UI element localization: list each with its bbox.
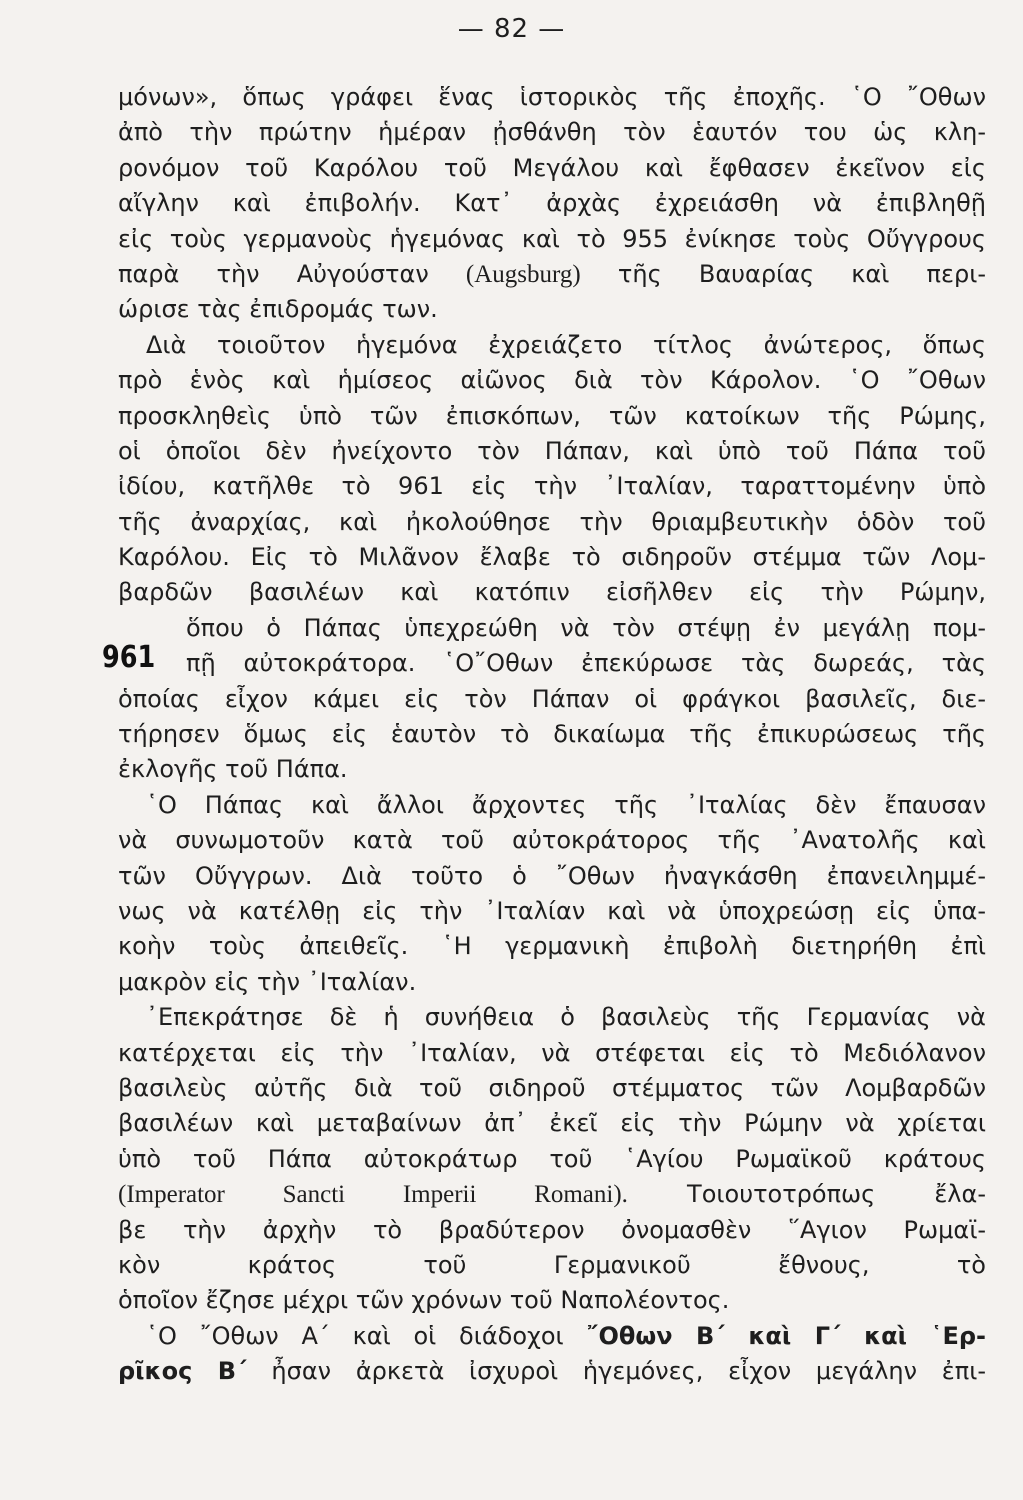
text-segment: ρονόμον τοῦ Καρόλου τοῦ Μεγάλου καὶ ἔφθασεν ἐκεῖνον εἰς bbox=[118, 153, 986, 182]
text-line bbox=[118, 115, 986, 150]
text-segment: προσκληθεὶς ὑπὸ τῶν ἐπισκόπων, τῶν κατοίκων τῆς Ρώμης, bbox=[118, 401, 986, 430]
text-segment: νως νὰ κατέλθῃ εἰς τὴν ᾽Ιταλίαν καὶ νὰ ὑποχρεώσῃ εἰς ὑπα- bbox=[118, 896, 986, 925]
text-line bbox=[118, 363, 986, 398]
text-segment: ὅπου ὁ Πάπας ὑπεχρεώθη νὰ τὸν στέψῃ ἐν μεγάλῃ πομ- bbox=[186, 613, 986, 642]
text-line bbox=[118, 540, 986, 575]
text-line bbox=[118, 646, 986, 681]
text-line bbox=[118, 929, 986, 964]
text-segment: μόνων», ὅπως γράφει ἕνας ἱστορικὸς τῆς ἐποχῆς. ῾Ο ῎Οθων bbox=[118, 83, 986, 111]
text-segment: ῾Ο ῎Οθων Α΄ καὶ οἱ διάδοχοι bbox=[146, 1321, 587, 1350]
text-segment: (Augsburg) bbox=[465, 260, 581, 288]
text-line bbox=[118, 1036, 986, 1071]
text-segment: (Imperator Sancti Imperii Romani). bbox=[118, 1181, 628, 1209]
text-segment: πῇ αὐτοκράτορα. ῾Ο῎Οθων ἐπεκύρωσε τὰς δωρεάς, τὰς bbox=[186, 649, 986, 678]
text-line bbox=[118, 752, 986, 787]
text-segment: οἱ ὁποῖοι δὲν ἠνείχοντο τὸν Πάπαν, καὶ ὑπὸ τοῦ Πάπα τοῦ bbox=[118, 436, 986, 465]
text-segment: τῆς Βαυαρίας καὶ περι- bbox=[580, 259, 986, 288]
text-line bbox=[118, 1354, 986, 1389]
text-segment: αἴγλην καὶ ἐπιβολήν. Κατ᾽ ἀρχὰς ἐχρειάσθη νὰ ἐπιβληθῇ bbox=[118, 189, 986, 218]
text-segment: ᾽Επεκράτησε δὲ ἡ συνήθεια ὁ βασιλεὺς τῆς Γερμανίας νὰ bbox=[146, 1003, 986, 1032]
body-text bbox=[118, 80, 986, 1389]
text-line bbox=[118, 965, 986, 1000]
text-line bbox=[118, 1106, 986, 1141]
text-line bbox=[118, 328, 986, 363]
text-line bbox=[118, 1213, 986, 1248]
text-line bbox=[118, 894, 986, 929]
text-line bbox=[118, 80, 986, 115]
text-line bbox=[118, 1000, 986, 1035]
text-segment: Διὰ τοιοῦτον ἡγεμόνα ἐχρειάζετο τίτλος ἀνώτερος, ὅπως bbox=[146, 330, 986, 359]
text-segment: κοὴν τοὺς ἀπειθεῖς. ῾Η γερμανικὴ ἐπιβολὴ διετηρήθη ἐπὶ bbox=[118, 932, 986, 961]
text-line bbox=[118, 575, 986, 610]
text-segment: τῆς ἀναρχίας, καὶ ἠκολούθησε τὴν θριαμβευτικὴν ὁδὸν τοῦ bbox=[118, 507, 986, 536]
text-line bbox=[118, 1248, 986, 1283]
text-segment: Καρόλου. Εἰς τὸ Μιλᾶνον ἔλαβε τὸ σιδηροῦν στέμμα τῶν Λομ- bbox=[118, 543, 986, 572]
text-line bbox=[118, 717, 986, 752]
text-segment: βε τὴν ἀρχὴν τὸ βραδύτερον ὀνομασθὲν ῞Αγιον Ρωμαϊ- bbox=[118, 1215, 986, 1244]
text-line bbox=[118, 1319, 986, 1354]
text-segment: ἦσαν ἀρκετὰ ἰσχυροὶ ἡγεμόνες, εἶχον μεγάλην ἐπι- bbox=[246, 1357, 986, 1386]
text-line bbox=[118, 611, 986, 646]
text-segment: τῶν Οὔγγρων. Διὰ τοῦτο ὁ ῎Οθων ἠναγκάσθη ἐπανειλημμέ- bbox=[118, 861, 986, 890]
text-line bbox=[118, 505, 986, 540]
text-segment: εἰς τοὺς γερμανοὺς ἡγεμόνας καὶ τὸ 955 ἐνίκησε τοὺς Οὔγγρους bbox=[118, 224, 986, 253]
text-line bbox=[118, 222, 986, 257]
text-segment: ώρισε τὰς ἐπιδρομάς των. bbox=[118, 295, 438, 324]
text-segment: ὑπὸ τοῦ Πάπα αὐτοκράτωρ τοῦ ῾Αγίου Ρωμαϊκοῦ κράτους bbox=[118, 1144, 986, 1173]
text-segment: τήρησεν ὅμως εἰς ἑαυτὸν τὸ δικαίωμα τῆς ἐπικυρώσεως τῆς bbox=[118, 720, 986, 749]
text-segment: ὁποίας εἶχον κάμει εἰς τὸν Πάπαν οἱ φράγκοι βασιλεῖς, διε- bbox=[118, 684, 986, 713]
text-line bbox=[118, 399, 986, 434]
text-segment: παρὰ τὴν Αὐγούσταν bbox=[118, 259, 466, 288]
text-segment: νὰ συνωμοτοῦν κατὰ τοῦ αὐτοκράτορος τῆς ᾽Ανατολῆς καὶ bbox=[118, 826, 986, 855]
text-segment: ἐκλογῆς τοῦ Πάπα. bbox=[118, 755, 348, 784]
page-number: — 82 — bbox=[457, 14, 566, 44]
text-segment: ρῖκος Β΄ bbox=[118, 1357, 247, 1386]
text-segment: βασιλέων καὶ μεταβαίνων ἀπ᾽ ἐκεῖ εἰς τὴν Ρώμην νὰ χρίεται bbox=[118, 1109, 986, 1138]
text-line bbox=[118, 1071, 986, 1106]
text-line bbox=[118, 469, 986, 504]
margin-year-note: 961 bbox=[102, 640, 156, 675]
text-line bbox=[118, 186, 986, 221]
text-segment: βασιλεὺς αὐτῆς διὰ τοῦ σιδηροῦ στέμματος τῶν Λομβαρδῶν bbox=[118, 1073, 986, 1102]
text-line bbox=[118, 1283, 986, 1318]
text-line bbox=[118, 788, 986, 823]
text-segment: ῾Ο Πάπας καὶ ἄλλοι ἄρχοντες τῆς ᾽Ιταλίας δὲν ἔπαυσαν bbox=[146, 790, 986, 819]
text-segment: ὁποῖον ἔζησε μέχρι τῶν χρόνων τοῦ Ναπολέοντος. bbox=[118, 1286, 730, 1315]
text-line bbox=[118, 682, 986, 717]
text-line bbox=[118, 292, 986, 327]
text-line bbox=[118, 823, 986, 858]
text-segment: κὸν κράτος τοῦ Γερμανικοῦ ἔθνους, τὸ bbox=[118, 1250, 986, 1279]
text-line bbox=[118, 434, 986, 469]
text-segment: μακρὸν εἰς τὴν ᾽Ιταλίαν. bbox=[118, 967, 417, 996]
text-segment: κατέρχεται εἰς τὴν ᾽Ιταλίαν, νὰ στέφεται εἰς τὸ Μεδιόλανον bbox=[118, 1038, 986, 1067]
text-line bbox=[118, 151, 986, 186]
text-segment: Τοιουτοτρόπως ἔλα- bbox=[627, 1180, 986, 1209]
text-line bbox=[118, 1142, 986, 1177]
text-segment: ἰδίου, κατῆλθε τὸ 961 εἰς τὴν ᾽Ιταλίαν, ταραττομένην ὑπὸ bbox=[118, 472, 986, 501]
text-segment: βαρδῶν βασιλέων καὶ κατόπιν εἰσῆλθεν εἰς τὴν Ρώμην, bbox=[118, 578, 986, 607]
text-line bbox=[118, 257, 986, 292]
text-segment: πρὸ ἑνὸς καὶ ἡμίσεος αἰῶνος διὰ τὸν Κάρολον. ῾Ο ῎Οθων bbox=[118, 366, 986, 395]
text-line bbox=[118, 1177, 986, 1212]
text-segment: ῎Οθων Β΄ καὶ Γ΄ καὶ ῾Ερ- bbox=[586, 1321, 986, 1350]
text-line bbox=[118, 859, 986, 894]
text-segment: ἀπὸ τὴν πρώτην ἡμέραν ᾐσθάνθη τὸν ἑαυτόν του ὡς κλη- bbox=[118, 118, 986, 147]
